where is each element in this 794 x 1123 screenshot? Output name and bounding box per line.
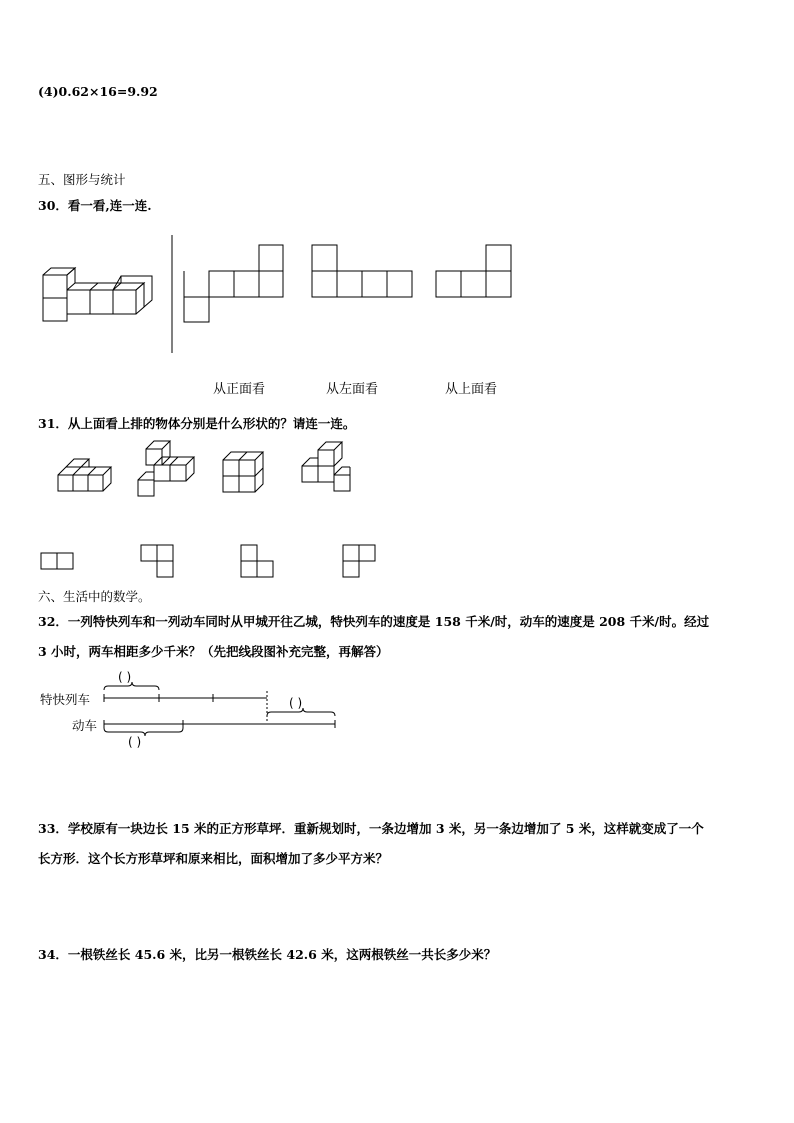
q29-item4: (4)0.62×16=9.92 [38,84,158,99]
q30-label-front: 从正面看 [213,382,266,397]
q30-prompt: 30．看一看,连一连. [38,198,152,213]
section6-heading: 六、生活中的数学。 [38,589,151,604]
q32-line1: 32．一列特快列车和一列动车同时从甲城开往乙城，特快列车的速度是 158 千米/时，动车的速度是 208 千米/时。经过 [38,614,710,629]
diagram-blank-right: ( ) [289,696,303,710]
section5-heading: 五、图形与统计 [38,172,126,187]
q30-label-top: 从上面看 [445,382,498,397]
q34-text: 34．一根铁丝长 45.6 米，比另一根铁丝长 42.6 米，这两根铁丝一共长多少米？ [38,947,497,962]
q31-prompt: 31．从上面看上排的物体分别是什么形状的？请连一连。 [38,416,356,431]
q30-label-left: 从左面看 [326,382,379,397]
q33-line2: 长方形．这个长方形草坪和原来相比，面积增加了多少平方米？ [38,851,389,866]
q32-line2: 3 小时，两车相距多少千米？（先把线段图补充完整，再解答） [38,644,389,659]
diagram-blank-bottom: ( ) [128,735,142,749]
diagram-train-label: 特快列车 [40,692,91,707]
q33-line1: 33．学校原有一块边长 15 米的正方形草坪．重新规划时，一条边增加 3 米，另一条边增加了 5 米，这样就变成了一个 [38,821,704,836]
diagram-blank-top: ( ) [118,670,132,684]
diagram-emu-label: 动车 [72,718,98,733]
